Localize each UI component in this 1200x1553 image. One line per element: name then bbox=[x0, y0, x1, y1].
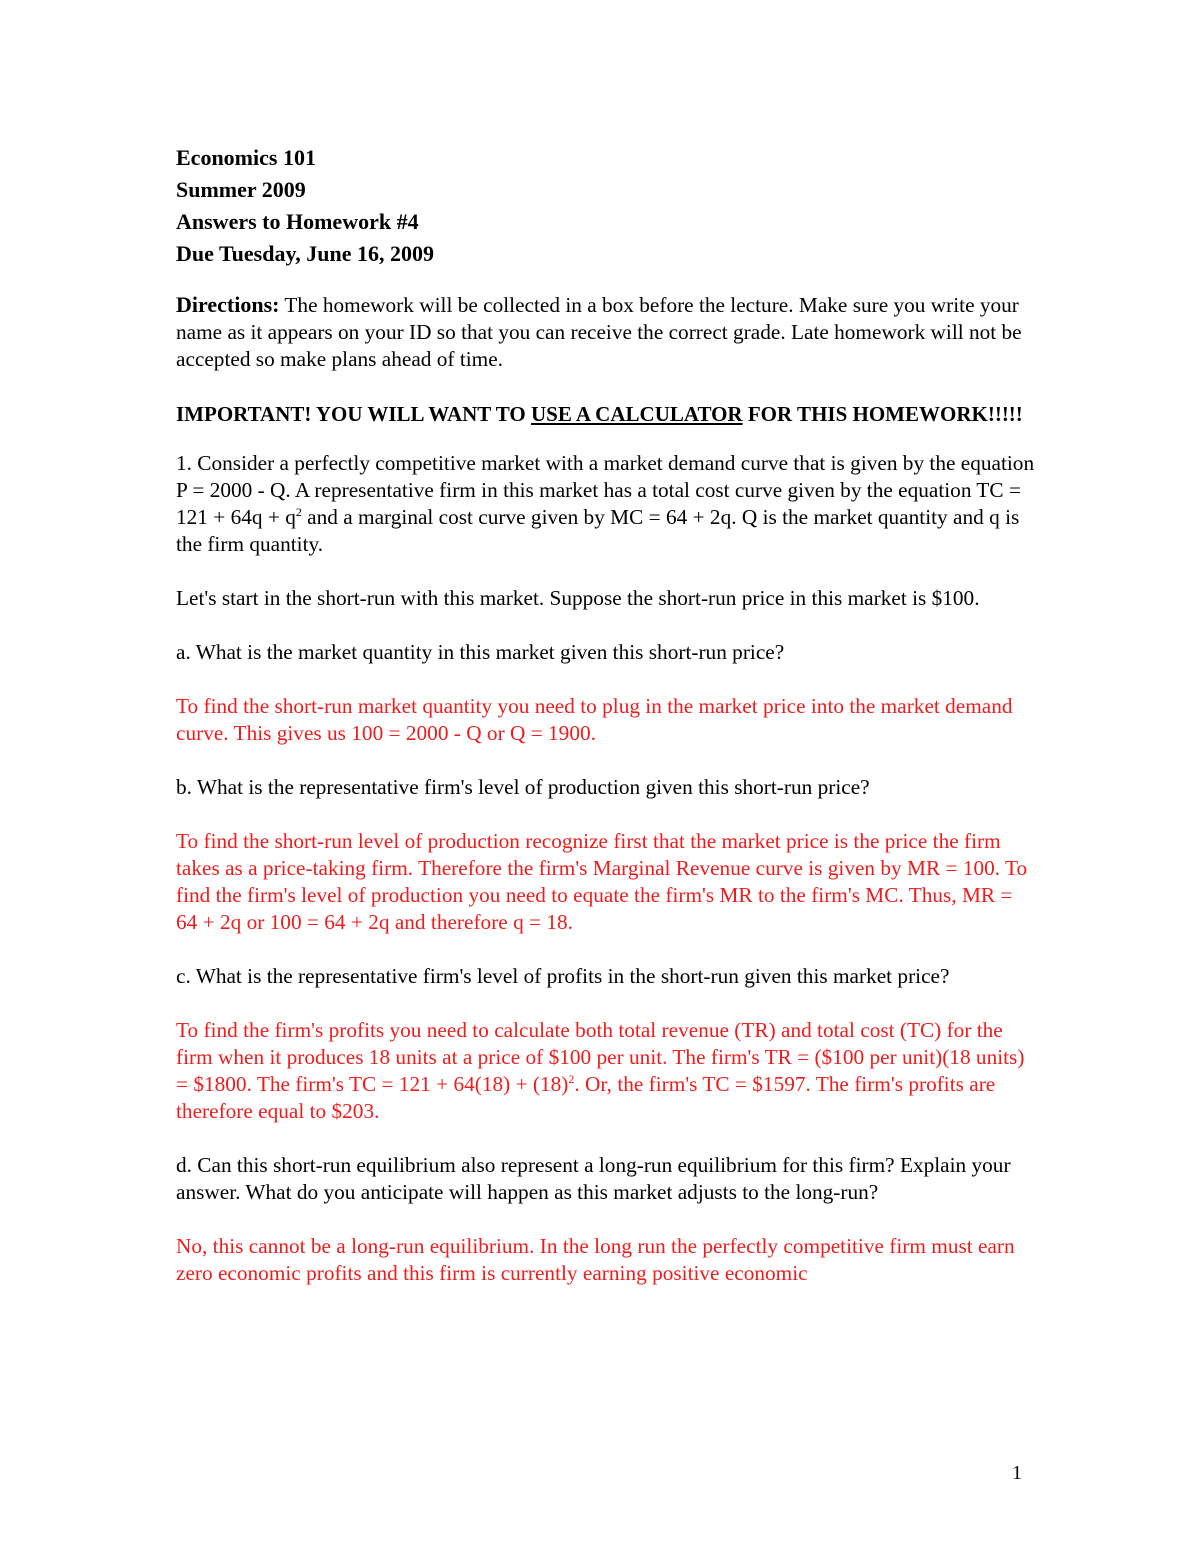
answer-1d: No, this cannot be a long-run equilibrium. In the long run the perfectly competitive firm must earn zero economic profits and this firm is currently earning positive economic bbox=[176, 1234, 1015, 1285]
question-1b: b. What is the representative firm's level of production given this short-run price? bbox=[176, 775, 870, 799]
page-number: 1 bbox=[1012, 1462, 1022, 1484]
question-1-intro bbox=[176, 450, 1036, 558]
answer-1a: To find the short-run market quantity you need to plug in the market price into the market demand curve. This gives us 100 = 2000 - Q or Q = 1900. bbox=[176, 694, 1013, 745]
term: Summer 2009 bbox=[176, 177, 306, 202]
question-1-intro-exponent: 2 bbox=[295, 504, 302, 519]
question-1d: d. Can this short-run equilibrium also represent a long-run equilibrium for this firm? Explain your answer. What do you anticipate will happen as this market adjusts to the long-run? bbox=[176, 1153, 1011, 1204]
document-header bbox=[176, 142, 1036, 270]
directions-paragraph bbox=[176, 291, 1036, 373]
important-text-before: IMPORTANT! YOU WILL WANT TO bbox=[176, 402, 531, 426]
question-1c: c. What is the representative firm's level of profits in the short-run given this market price? bbox=[176, 964, 950, 988]
important-notice bbox=[176, 400, 1036, 428]
answer-1c bbox=[176, 1017, 1036, 1125]
directions-text: The homework will be collected in a box before the lecture. Make sure you write your name as it appears on your ID so that you can receive the correct grade. Late homework will not be accepted so make plans ahead of time. bbox=[176, 293, 1022, 371]
answer-1b: To find the short-run level of production recognize first that the market price is the price the firm takes as a price-taking firm. Therefore the firm's Marginal Revenue curve is given by MR = 100. To find the firm's level of production you need to equate the firm's MR to the firm's MC. Thus, MR = 64 + 2q or 100 = 64 + 2q and therefore q = 18. bbox=[176, 829, 1028, 934]
important-text-underlined: USE A CALCULATOR bbox=[530, 402, 743, 426]
question-1-setup: Let's start in the short-run with this market. Suppose the short-run price in this market is $100. bbox=[176, 586, 980, 610]
question-1a: a. What is the market quantity in this market given this short-run price? bbox=[176, 640, 785, 664]
directions-label: Directions: bbox=[176, 292, 280, 317]
question-1-intro-part-b: and a marginal cost curve given by MC = 64 + 2q. Q is the market quantity and q is the firm quantity. bbox=[176, 505, 1020, 556]
assignment-title: Answers to Homework #4 bbox=[176, 209, 419, 234]
answer-1c-part-a: To find the firm's profits you need to calculate both total revenue (TR) and total cost (TC) for the firm when it produces 18 units at a price of $100 per unit. The firm's TR = ($100 per unit)(18 units) = $1800. The firm's TC = 121 + 64(18) + (18) bbox=[176, 1018, 1025, 1096]
answer-1c-exponent: 2 bbox=[568, 1071, 575, 1086]
important-text-after: FOR THIS HOMEWORK!!!!! bbox=[742, 402, 1023, 426]
due-date: Due Tuesday, June 16, 2009 bbox=[176, 241, 434, 266]
question-1-intro-part-a: 1. Consider a perfectly competitive market with a market demand curve that is given by the equation P = 2000 - Q. A representative firm in this market has a total cost curve given by the equation TC = 121 + 64q + q bbox=[176, 451, 1035, 529]
document-page bbox=[176, 142, 1036, 1314]
course-title: Economics 101 bbox=[176, 145, 316, 170]
answer-1c-part-b: . Or, the firm's TC = $1597. The firm's profits are therefore equal to $203. bbox=[176, 1072, 996, 1123]
